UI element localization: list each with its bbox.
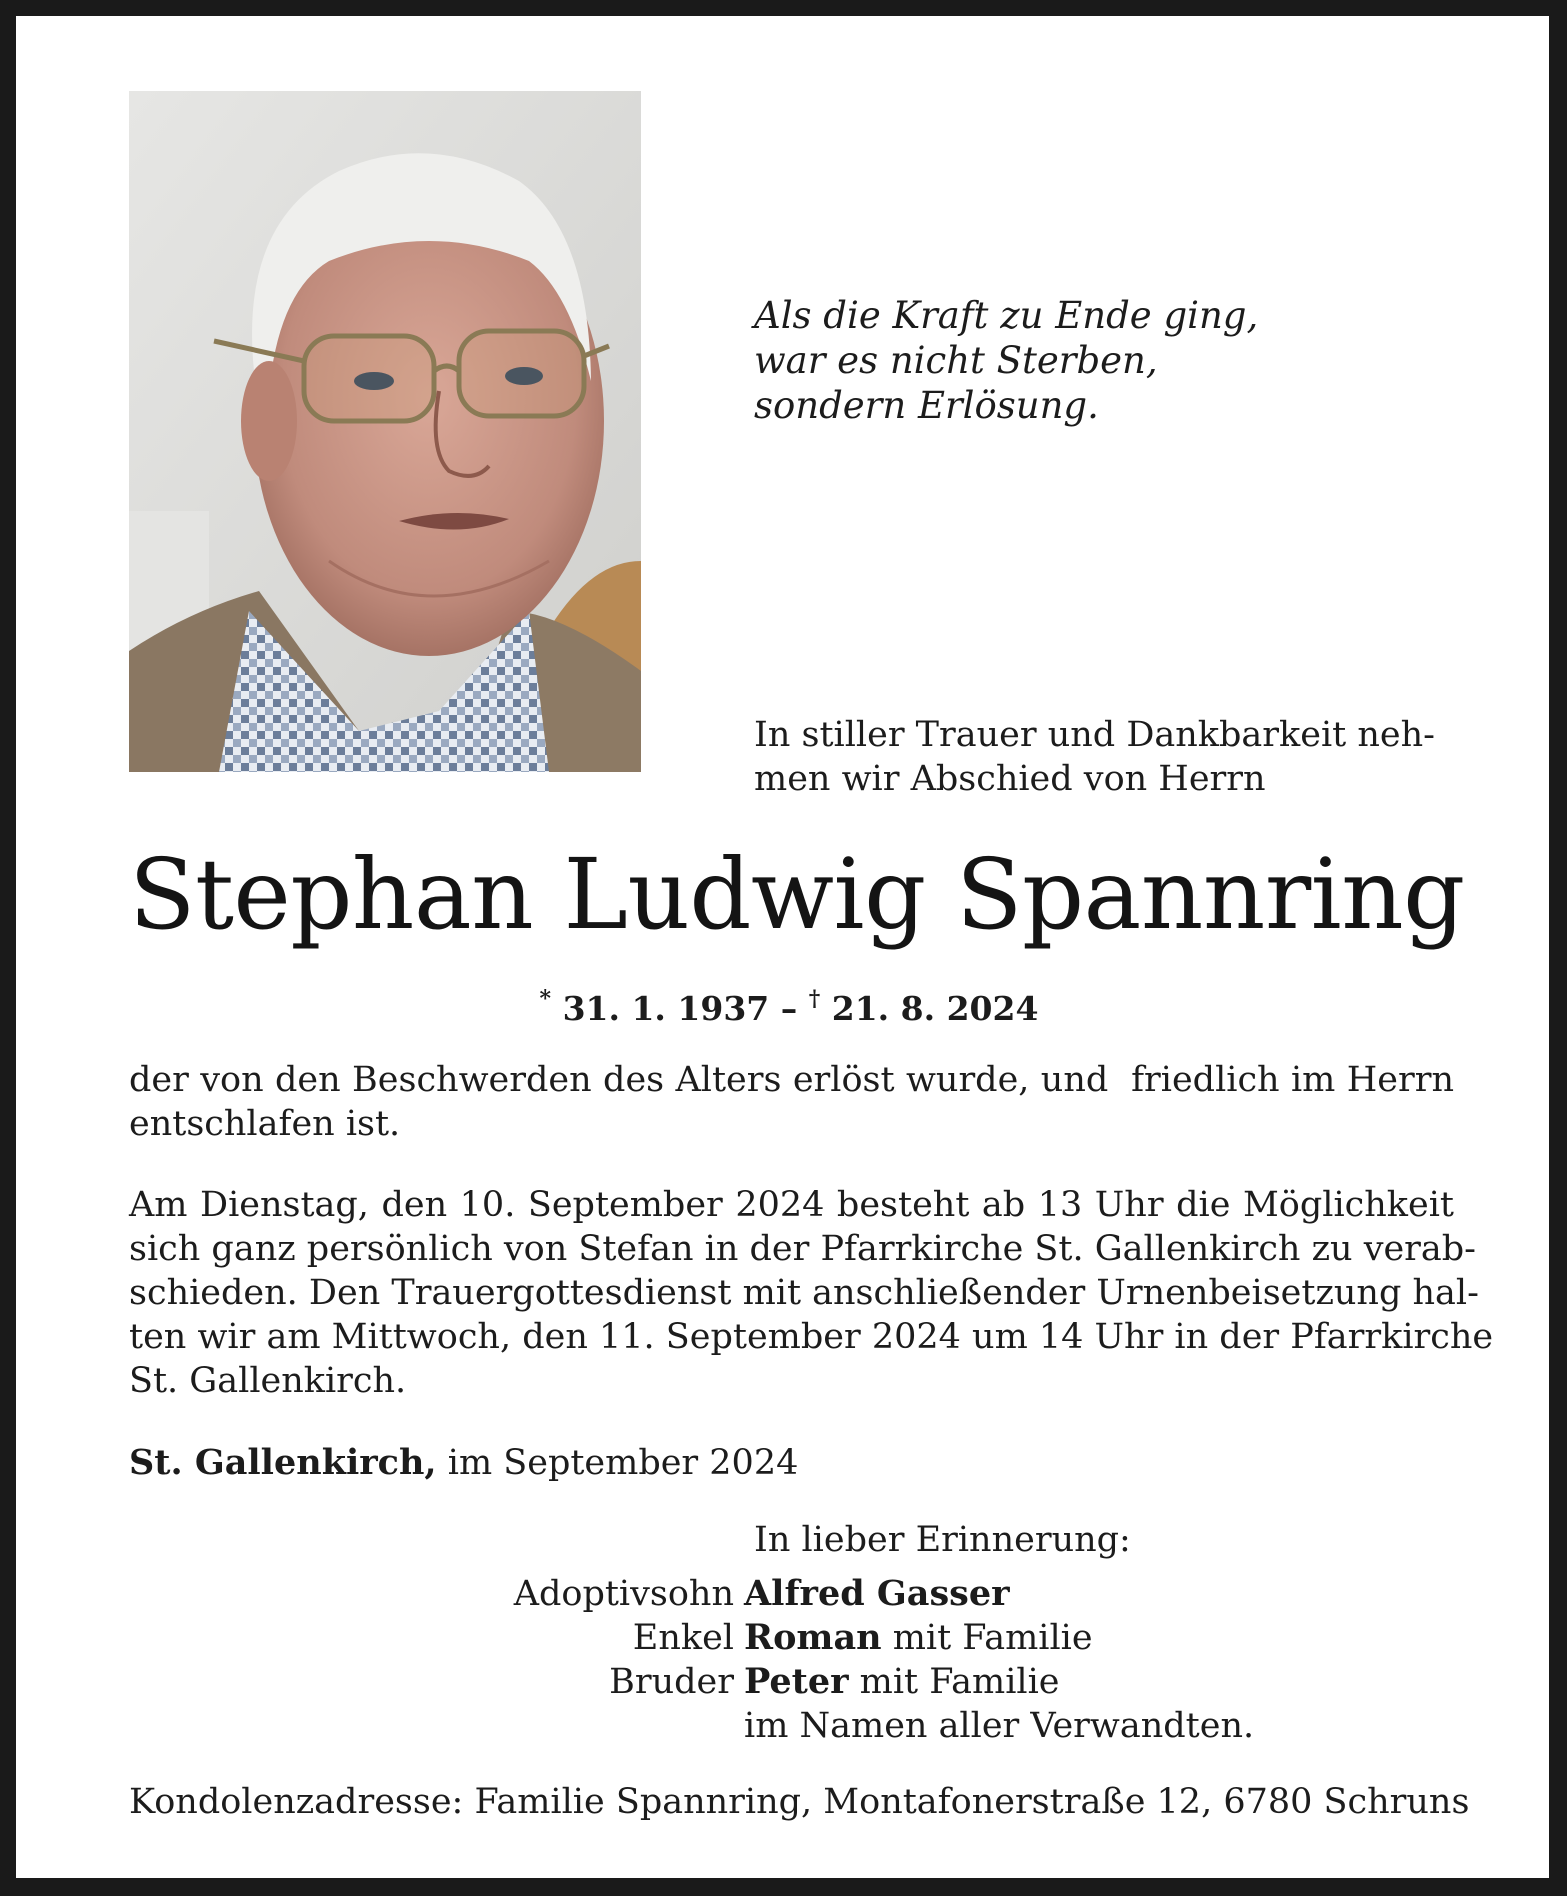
family-list — [129, 1572, 1429, 1748]
life-dates — [129, 977, 1449, 1031]
family-row — [129, 1704, 1429, 1748]
family-row — [129, 1660, 1429, 1704]
birth-symbol: * — [539, 986, 552, 1012]
family-suffix: im Namen aller Verwandten. — [744, 1706, 1255, 1746]
condolence-address: Kondolenzadresse: Familie Spannring, Montafonerstraße 12, 6780 Schruns — [129, 1782, 1470, 1822]
paragraph-release — [129, 1058, 1454, 1146]
intro-text — [754, 713, 1454, 801]
family-role: Adoptivsohn — [513, 1574, 734, 1614]
paragraph-line: ten wir am Mittwoch, den 11. September 2024 um 14 Uhr in der Pfarrkirche — [129, 1317, 1494, 1357]
death-date: 21. 8. 2024 — [831, 989, 1039, 1028]
family-role: Enkel — [632, 1618, 734, 1658]
birth-date: 31. 1. 1937 — [562, 989, 770, 1028]
quote-line: sondern Erlösung. — [754, 384, 1099, 427]
paragraph-line: sich ganz persönlich von Stefan in der Pfarrkirche St. Gallenkirch zu verab- — [129, 1229, 1477, 1269]
family-row — [129, 1616, 1429, 1660]
family-suffix: mit Familie — [881, 1618, 1093, 1658]
place-date-text: im September 2024 — [436, 1443, 799, 1483]
place-town: St. Gallenkirch, — [129, 1442, 437, 1483]
date-separator: – — [769, 989, 809, 1028]
family-name: Alfred Gasser — [744, 1573, 1010, 1614]
family-role: Bruder — [609, 1662, 734, 1702]
paragraph-line: entschlafen ist. — [129, 1104, 401, 1144]
portrait-image — [129, 91, 641, 772]
paragraph-line: schieden. Den Trauergottesdienst mit anschließender Urnenbeisetzung hal- — [129, 1273, 1479, 1313]
family-name: Peter — [744, 1661, 849, 1702]
death-symbol: † — [808, 986, 821, 1012]
family-role — [129, 1704, 744, 1748]
paragraph-service — [129, 1183, 1494, 1403]
paragraph-line: der von den Beschwerden des Alters erlöst wurde, und friedlich im Herrn — [129, 1060, 1454, 1100]
place-date — [129, 1441, 1454, 1485]
memorial-quote — [754, 293, 1474, 428]
intro-line: men wir Abschied von Herrn — [754, 759, 1266, 799]
quote-line: war es nicht Sterben, — [754, 339, 1158, 382]
quote-line: Als die Kraft zu Ende ging, — [754, 294, 1259, 337]
portrait-photo — [129, 91, 641, 772]
family-suffix: mit Familie — [848, 1662, 1060, 1702]
deceased-name: Stephan Ludwig Spannring — [129, 838, 1465, 951]
obituary-page — [16, 16, 1549, 1878]
paragraph-line: St. Gallenkirch. — [129, 1361, 407, 1401]
paragraph-line: Am Dienstag, den 10. September 2024 besteht ab 13 Uhr die Möglichkeit — [129, 1185, 1454, 1225]
family-row — [129, 1572, 1429, 1616]
intro-line: In stiller Trauer und Dankbarkeit neh- — [754, 715, 1435, 755]
family-name: Roman — [744, 1617, 882, 1658]
memory-heading: In lieber Erinnerung: — [754, 1520, 1131, 1560]
